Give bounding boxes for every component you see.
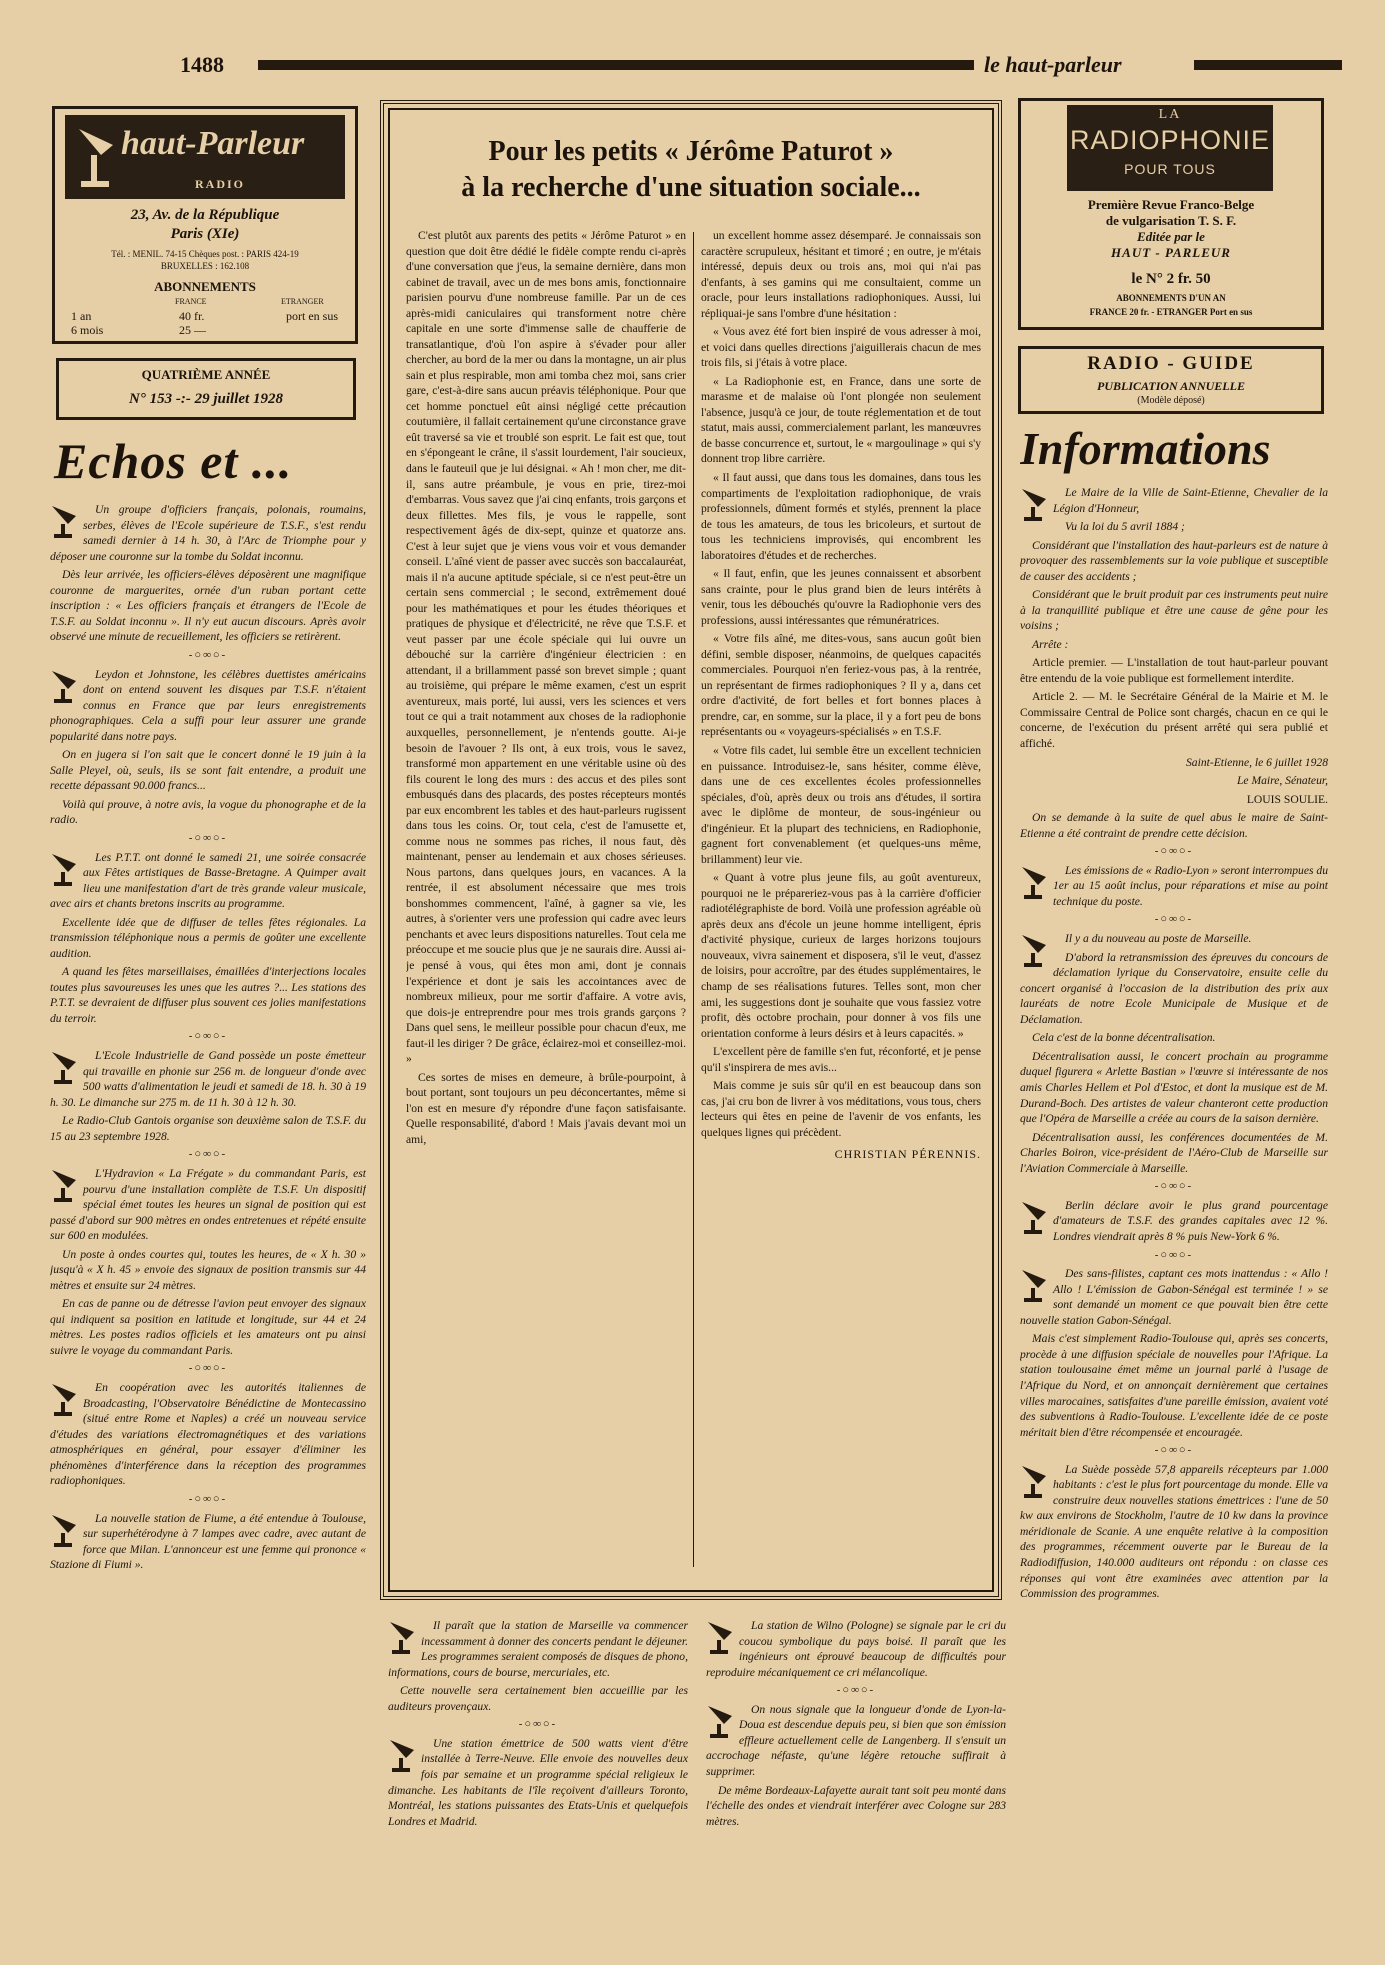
- address-line1: 23, Av. de la République: [130, 207, 280, 223]
- radiophonie-abon-values: FRANCE 20 fr. - ETRANGER Port en sus: [1089, 307, 1253, 317]
- row2-label: 6 mois: [71, 323, 104, 337]
- separator: -○∞○-: [518, 1718, 558, 1731]
- info-item: Décentralisation aussi, le concert prochain au programme duquel figurera « Arlette Bastian » l'œuvre si intéressante de nos amis Charles Hellem et Pol d'Estoc, et dont la musique est de M. Durand-Boch. Des artistes de valeur chanteront cette production que l'Opéra de Marseille a créée au cours de la saison dernière.: [1020, 1049, 1328, 1126]
- separator: -○∞○-: [188, 1362, 228, 1375]
- radiophonie-la: LA: [1158, 107, 1182, 122]
- logo-text: haut-Parleur: [121, 125, 305, 162]
- radio-guide-title: RADIO - GUIDE: [1087, 353, 1255, 374]
- separator: -○∞○-: [1154, 913, 1194, 926]
- radiophonie-box: [1018, 98, 1324, 330]
- speaker-icon: [706, 1704, 734, 1738]
- echos-column: [50, 432, 366, 1942]
- speaker-icon: [1020, 1464, 1048, 1498]
- article-frame: [380, 100, 1002, 1600]
- echo-item: Les P.T.T. ont donné le samedi 21, une soirée consacrée aux Fêtes artistiques de Basse-Bretagne. A Quimper avait lieu une manifestation d'art de très grande valeur musicale, avec airs et chants bretons inscrits au programme.: [50, 850, 366, 911]
- col-etranger: ETRANGER: [281, 297, 324, 306]
- brief-item: Une station émettrice de 500 watts vient d'être installée à Terre-Neuve. Elle envoie des nouvelles deux fois par semaine et un programme spécial religieux le dimanche. Les habitants de l'île reçoivent d'ailleurs Toronto, Montréal, les stations puissantes des Etats-Unis et quelquefois Londres et Madrid.: [388, 1736, 688, 1828]
- masthead: le haut-parleur: [974, 52, 1132, 78]
- article-paragraph: Mais comme je suis sûr qu'il en est beaucoup dans son cas, j'ai cru bon de livrer à vos méditations, vous tous, chers lecteurs qui êtes en peine de l'avenir de vos enfants, les quelques lignes qui précèdent.: [701, 1079, 981, 1139]
- radiophonie-line3: Editée par le: [1137, 229, 1205, 244]
- echo-item: En coopération avec les autorités italiennes de Broadcasting, l'Observatoire Bénédictine de Montecassino (situé entre Rome et Naples) a créé un nouveau service d'études des variations électromagnétiques et des variations atmosphériques en général, pour essayer d'éliminer les phénomènes d'interférence dans la réception des programmes radiophoniques.: [50, 1381, 366, 1488]
- echo-item: Un poste à ondes courtes qui, toutes les heures, de « X h. 30 » jusqu'à « X h. 45 » envoie des signaux de position transmis sur 44 mètres et ensuite sur 24 mètres.: [50, 1247, 366, 1292]
- brief-item: On nous signale que la longueur d'onde de Lyon-la-Doua est descendue depuis peu, si bien que son émission effleure actuellement celle de Langenberg. Il s'ensuit un accrochage néfaste, qu'une légère retouche suffirait à supprimer.: [706, 1702, 1006, 1778]
- separator: -○∞○-: [188, 831, 228, 844]
- info-item: D'abord la retransmission des épreuves du concours de déclamation lyrique du Conservatoire, ensuite celle du concert organisé à l'occasion de la distribution des prix aux lauréats de notre Ecole Municipale de Musique et de Déclamation.: [1020, 950, 1328, 1026]
- speaker-icon: [1020, 1200, 1048, 1234]
- radiophonie-subtitle: POUR TOUS: [1124, 161, 1216, 177]
- speaker-icon: [1020, 1268, 1048, 1302]
- issue-box: [56, 358, 356, 420]
- speaker-icon: [1020, 865, 1048, 899]
- bottom-col2: [706, 1618, 1006, 1948]
- article-paragraph: L'excellent père de famille s'en fut, réconforté, et je pense qu'il s'inspirera de mes avis...: [701, 1045, 981, 1074]
- decree-line: Saint-Etienne, le 6 juillet 1928: [1186, 755, 1328, 769]
- article-col2: [701, 228, 981, 1573]
- speaker-icon: [1020, 933, 1048, 967]
- speaker-icon: [388, 1738, 416, 1772]
- info-item: Cela c'est de la bonne décentralisation.: [1032, 1031, 1216, 1045]
- brief-item: Il paraît que la station de Marseille va commencer incessamment à donner des concerts pendant le déjeuner. Les programmes seraient composés de disques de phono, informations, cours de bourse, mercuriales, etc.: [388, 1619, 688, 1679]
- issue-year: QUATRIÈME ANNÉE: [141, 367, 271, 382]
- echo-item: Un groupe d'officiers français, polonais, roumains, serbes, élèves de l'Ecole supérieure de T.S.F., s'est rendu samedi dernier à 14 h. 30, à l'Arc de Triomphe pour y déposer une couronne sur la tombe du Soldat inconnu.: [50, 503, 366, 563]
- header-rule-left: [258, 60, 1008, 70]
- echo-item: Dès leur arrivée, les officiers-élèves déposèrent une magnifique couronne de marguerites, ornée d'un ruban portant cette inscription : « Les officiers français et étrangers de l'Ecole de T.S.F. au Soldat inconnu ». Il n'y eut aucun discours. Après avoir observé une minute de recueillement, les officiers se retirèrent.: [50, 568, 366, 644]
- echo-item: Leydon et Johnstone, les célèbres duettistes américains dont on entend souvent les disques par T.S.F. n'étaient connus en France que par leurs enregistrements phonographiques. Cela a suffi pour leur assurer une grande popularité dans notre pays.: [50, 667, 366, 743]
- separator: -○∞○-: [188, 1492, 228, 1505]
- article-paragraph: « Quant à votre plus jeune fils, au goût aventureux, pourquoi ne le prépareriez-vous pas à la carrière d'officier radiotélégraphiste de bord. Voilà une profession agréable où après deux ans d'école un jeune homme intelligent, épris d'activité physique, curieux de larges horizons toujours nouveaux, vivra sainement et disposera, s'il le veut, d'assez de loisirs, pour accroître, par des études supplémentaires, le champ de ses réalisations futures. Telles sont, mon cher ami, les suggestions dont je souhaite que vous fassiez votre profit, dès octobre prochain, pour donner à vos fils une orientation conforme à leurs désirs et à leurs capacités. »: [701, 871, 981, 1040]
- echo-item: A quand les fêtes marseillaises, émaillées d'interjections locales toutes plus savoureuses les unes que les autres ?... Les stations des P.T.T. se devraient de diffuser plus souvent ces jolies manifestations du terroir.: [50, 965, 366, 1025]
- echo-item: L'Ecole Industrielle de Gand possède un poste émetteur qui travaille en phonie sur 256 m. de longueur d'onde avec 500 watts d'alimentation le jeudi et samedi de 18. h. 30 à 19 h. 30. Le dimanche sur 275 m. de 11 h. 30 à 12 h. 30.: [50, 1049, 366, 1109]
- info-item: Des sans-filistes, captant ces mots inattendus : « Allo ! Allo ! L'émission de Gabon-Sénégal est terminée ! » se sont demandé un moment ce que pouvait bien être cette nouvelle station Gabon-Sénégal.: [1020, 1267, 1328, 1327]
- article-paragraph: « Votre fils aîné, me dites-vous, sans aucun goût bien défini, semble disposer, néanmoins, de quelques capacités commerciales. Pourquoi n'en feriez-vous pas, à la rentrée, un représentant de firmes radiophoniques ? Il y a, dans cet ordre d'activité, de fort belles et fort bonnes places à prendre, car, en somme, sur la place, il y a fort peu de bons représentants ou « voyageurs-spécialisés » en T.S.F.: [701, 632, 981, 739]
- decree-line: Le Maire, Sénateur,: [1236, 774, 1328, 788]
- echo-item: Excellente idée que de diffuser de telles fêtes régionales. La transmission téléphonique nous a permis de goûter une excellente audition.: [50, 915, 366, 960]
- speaker-icon: [706, 1620, 734, 1654]
- radiophonie-line2: de vulgarisation T. S. F.: [1105, 213, 1237, 228]
- gramophone-icon: [73, 125, 117, 189]
- info-item: Il y a du nouveau au poste de Marseille.: [1065, 932, 1252, 946]
- info-item: Berlin déclare avoir le plus grand pourcentage d'amateurs de T.S.F. des grandes capitales avec 12 %. Londres viendrait après 8 % puis New-York 6 %.: [1053, 1198, 1328, 1243]
- decree-line: On se demande à la suite de quel abus le maire de Saint-Etienne a été contraint de prendre cette décision.: [1020, 811, 1328, 840]
- speaker-icon: [1020, 487, 1048, 521]
- article-paragraph: « Il faut, enfin, que les jeunes connaissent et absorbent sans crainte, pour le plus grand bien de leurs intérêts à venir, tous les débouchés qu'ouvre la Radiophonie vers des professions, aussi intéressantes que rémunératrices.: [701, 567, 981, 627]
- separator: -○∞○-: [188, 1148, 228, 1161]
- abonnements-title: ABONNEMENTS: [154, 279, 256, 294]
- row2-france: 25 —: [179, 323, 206, 337]
- article-col1: [406, 228, 686, 1573]
- radiophonie-line1: Première Revue Franco-Belge: [1087, 197, 1255, 212]
- article-title-line2: à la recherche d'une situation sociale...: [461, 172, 921, 203]
- echo-item: En cas de panne ou de détresse l'avion peut envoyer des signaux qui indiquent sa position en latitude et longitude, sur 44 et 24 mètres. Les postes radios officiels et les amateurs ont pu ainsi suivre le voyage du commandant Paris.: [50, 1297, 366, 1357]
- decree-line: Article premier. — L'installation de tout haut-parleur pouvant être entendu de la voie publique est formellement interdite.: [1020, 656, 1328, 685]
- radiophonie-price: le N° 2 fr. 50: [1131, 271, 1211, 287]
- info-item: Les émissions de « Radio-Lyon » seront interrompues du 1er au 15 août inclus, pour réparations et mise au point technique du poste.: [1053, 863, 1328, 908]
- radio-guide-sub: PUBLICATION ANNUELLE: [1097, 379, 1245, 393]
- echo-item: L'Hydravion « La Frégate » du commandant Paris, est pourvu d'une installation complète de T.S.F. Un dispositif spécial émet toutes les heures un signal de position qui est passé d'abord sur 900 mètres en ondes entretenues et répété ensuite sur 600 en modulées.: [50, 1167, 366, 1243]
- speaker-icon: [50, 852, 78, 886]
- separator: -○∞○-: [188, 1030, 228, 1043]
- brussels-line: BRUXELLES : 162.108: [160, 261, 250, 271]
- article-paragraph: C'est plutôt aux parents des petits « Jérôme Paturot » en question que doit être dédié le fidèle compte rendu ci-après d'une conversation que j'eus, la semaine dernière, dans mon cabinet de travail, avec un de mes bons amis, fonctionnaire parisien pourvu d'une nombreuse famille. Par un de ces après-midi caniculaires qui transforment notre chère capitale en une sorte d'immense salle de chaufferie de transatlantique, d'où l'on aspire à s'évader pour aller chercher, au bord de la mer ou dans la montagne, un air plus sain et plus respirable, mon ami tomba chez moi, sans crier gare, c'est-à-dire sans aucun préavis téléphonique. Pour que cet homme ponctuel eût ainsi négligé cette précaution coutumière, il fallait certainement qu'une circonstance grave eût traversé sa vie et troublé son esprit. Le fait est que, tout en s'épongeant le crâne, il s'assit lourdement, l'air soucieux, dans le fauteuil que je lui désignai. « Ah ! mon cher, me dit-il, sans autre préambule, je vous en prie, tirez-moi d'embarras. Vous savez que j'ai cinq enfants, trois garçons et deux fillettes. Mes fils, je vous le rappelle, sont respectivement âgés de dix-sept, quinze et quatorze ans. C'est à leur sujet que je viens vous voir et vous demander conseil. L'aîné vient de passer avec succès son baccalauréat, mais il n'a aucune aptitude spéciale, si ce n'est peut-être un certain sens commercial ; le second, extrêmement doué pour les mathématiques et pour les études théoriques et pratiques de physique et d'électricité, ne rêve que T.S.F. et veut passer par une école spéciale qui lui ouvre un débouché sur la carrière d'ingénieur électricien : en attendant, il a brillamment passé son brevet simple ; quant au troisième, qui prépare le même examen, c'est un esprit aventureux, mais porté, lui aussi, vers les sciences et vers tout ce qui a trait notamment aux choses de la radiophonie auxquelles, personnellement, je n'entends goutte. Ai-je besoin de l'avouer ? Ils ont, à eux trois, vous le savez, transformé mon appartement en une véritable usine où des fils courent le long des murs : des accus et des piles sont embusqués dans des placards, des postes récepteurs montés par eux encombrent les tables et des haut-parleurs rugissent dans tous les coins. Or, tout cela, c'est de l'amusette et, comme nous ne sommes pas riches, il nous faut, dès maintenant, penser au lendemain et aux choses sérieuses. Nous partons, dans quelques jours, en vacances. A la rentrée, il est absolument nécessaire que mes trois bonshommes commencent, l'aîné, à gagner sa vie, les autres, à s'orienter vers une profession qui cadre avec leurs penchants et avec leurs dispositions naturelles. Tout cela me préoccupe et me soucie plus que je ne saurais dire. Aussi ai-je pensé à vous, qui êtes mon ami, dont je connais l'expérience et dont je sais les accointances avec de nombreux milieux, pour me sortir d'affaire. A votre avis, que dois-je entreprendre pour mes trois grands garçons ? Dans quel sens, le meilleur possible pour chacun d'eux, me faut-il les diriger ? De grâce, éclairez-moi et conseillez-moi. »: [406, 229, 686, 1066]
- separator: -○∞○-: [1154, 1180, 1194, 1193]
- page-number: 1488: [180, 52, 224, 77]
- separator: -○∞○-: [1154, 1444, 1194, 1457]
- article-paragraph: « Vous avez été fort bien inspiré de vous adresser à moi, et voici dans quelles directions j'aiguillerais chacun de mes trois fils, si j'étais à votre place.: [701, 325, 981, 370]
- separator: -○∞○-: [1154, 1248, 1194, 1261]
- column-divider: [693, 232, 694, 1567]
- address-line2: Paris (XIe): [170, 226, 240, 242]
- brief-item: De même Bordeaux-Lafayette aurait tant soit peu monté dans l'échelle des ondes et viendrait interférer avec Cologne sur 283 mètres.: [706, 1783, 1006, 1828]
- speaker-icon: [388, 1620, 416, 1654]
- decree-line: Considérant que l'installation des haut-parleurs est de nature à provoquer des rassemblements sur la voie publique et susceptible de causer des accidents ;: [1020, 538, 1328, 583]
- echo-item: On en jugera si l'on sait que le concert donné le 19 juin à la Salle Pleyel, où, seuls, ils se sont fait entendre, a produit une recette dépassant 90.000 francs...: [50, 748, 366, 793]
- article-paragraph: « La Radiophonie est, en France, dans une sorte de marasme et de malaise où l'ont plongée non seulement l'absence, jusqu'à ce jour, de toute réglementation et de tout statut, mais aussi, commercialement parlant, les manœuvres de basse concurrence et, surtout, le « margoulinage » qui s'y donnent trop libre carrière.: [701, 374, 981, 466]
- decree-line: Arrête :: [1032, 637, 1069, 651]
- speaker-icon: [50, 1382, 78, 1416]
- header-rule-right: [1194, 60, 1342, 70]
- separator: -○∞○-: [188, 648, 228, 661]
- col-france: FRANCE: [175, 297, 207, 306]
- article-paragraph: « Votre fils cadet, lui semble être un excellent technicien en puissance. Introduisez-le, sans hésiter, comme élève, dans une de ces excellentes écoles professionnelles spéciales, d'où, après deux ou trois ans d'études, il sortira avec le diplôme de monteur, de sous-ingénieur ou d'ingénieur. Et la plupart des techniciens, en Radiophonie, gagnent fort convenablement (et quelques-uns même, brillamment) leur vie.: [701, 744, 981, 866]
- page-header: [44, 52, 1342, 78]
- logo-sub: RADIO: [195, 177, 246, 191]
- decree-line: Article 2. — M. le Secrétaire Général de la Mairie et M. le Commissaire Central de Police sont chargés, chacun en ce qui le concerne, de l'exécution du présent arrêté qui sera publié et affiché.: [1020, 690, 1328, 750]
- radiophonie-title: RADIOPHONIE: [1069, 125, 1271, 155]
- tel-line: Tél. : MENIL. 74-15 Chèques post. : PARIS 424-19: [111, 249, 299, 259]
- etranger-value: port en sus: [286, 309, 338, 323]
- informations-title: Informations: [1020, 423, 1271, 474]
- echo-item: La nouvelle station de Fiume, a été entendue à Toulouse, sur superhétérodyne à 7 lampes avec cadre, avec autant de force que Milan. L'annonceur est une femme qui prononce « Stazione di Fiumi ».: [50, 1511, 366, 1572]
- echos-title: Echos et ...: [54, 433, 293, 489]
- brief-item: La station de Wilno (Pologne) se signale par le cri du coucou symbolique du pays boisé. Il paraît que les ingénieurs ont éprouvé beaucoup de difficultés pour reproduire mécaniquement ce cri mélancolique.: [706, 1619, 1006, 1679]
- radio-guide-note: (Modèle déposé): [1137, 395, 1205, 406]
- info-item: Mais c'est simplement Radio-Toulouse qui, après ses concerts, procède à une diffusion spéciale de nouvelles pour l'Afrique. La station toulousaine émet même un journal parlé à l'usage de l'Afrique du Nord, et on annonçait dernièrement que certaines villes marocaines, satisfaites d'une pareille émission, avaient voté des subventions à Radio-Toulouse. L'excellente idée de ce poste méritait bien d'être récompensée et encouragée.: [1020, 1332, 1328, 1439]
- row1-label: 1 an: [71, 309, 92, 323]
- article-title-line1: Pour les petits « Jérôme Paturot »: [488, 136, 894, 167]
- speaker-icon: [50, 504, 78, 538]
- row1-france: 40 fr.: [179, 309, 205, 323]
- bottom-col1: [388, 1618, 688, 1948]
- radiophonie-line4: HAUT - PARLEUR: [1111, 245, 1231, 260]
- article-inner: [388, 108, 994, 1592]
- echo-item: Le Radio-Club Gantois organise son deuxième salon de T.S.F. du 15 au 23 septembre 1928.: [50, 1114, 366, 1143]
- echo-item: Voilà qui prouve, à notre avis, la vogue du phonographe et de la radio.: [50, 797, 366, 827]
- issue-number: N° 153 -:- 29 juillet 1928: [129, 391, 283, 407]
- informations-column: [1020, 422, 1328, 1942]
- subscription-box: [52, 106, 358, 344]
- speaker-icon: [50, 1168, 78, 1202]
- article-paragraph: Ces sortes de mises en demeure, à brûle-pourpoint, à bout portant, sont toujours un peu déconcertantes, même si l'on est en mesure d'y répondre d'une façon satisfaisante. Quelle responsabilité, d'abord ! Mais j'avais devant moi un ami,: [406, 1070, 686, 1146]
- article-paragraph: « Il faut aussi, que dans tous les domaines, dans tous les compartiments de l'exploitation radiophonique, de vrais professionnels, dûment formés et stylés, prennent la place de tous les amateurs, de tous les bricoleurs, et surtout de tous les techniciens improvisés, qui encombrent les laboratoires d'études et de recherches.: [701, 470, 981, 562]
- article-signature: CHRISTIAN PÉRENNIS.: [834, 1147, 981, 1162]
- info-item: La Suède possède 57,8 appareils récepteurs par 1.000 habitants : c'est le plus fort pourcentage du monde. Elle va construire deux nouvelles stations émettrices : l'une de 50 kw aux environs de Stockholm, l'autre de 10 kw dans la province méridionale de Scanie. A une enquête relative à la composition des programmes, récemment ouverte par le Bureau de la Radiodiffusion, 140.000 auditeurs ont répondu : on classe ces réponses qui vont être examinées avec attention par la Commission des programmes.: [1020, 1462, 1328, 1601]
- brief-item: Cette nouvelle sera certainement bien accueillie par les auditeurs provençaux.: [388, 1684, 688, 1713]
- speaker-icon: [50, 669, 78, 703]
- radiophonie-abon: ABONNEMENTS D'UN AN: [1116, 293, 1226, 303]
- radio-guide-box: [1018, 346, 1324, 414]
- logo-banner: [65, 115, 345, 199]
- speaker-icon: [50, 1050, 78, 1084]
- speaker-icon: [50, 1513, 78, 1547]
- decree-line: Le Maire de la Ville de Saint-Etienne, Chevalier de la Légion d'Honneur,: [1053, 486, 1328, 515]
- decree-line: LOUIS SOULIE.: [1246, 792, 1328, 806]
- info-item: Décentralisation aussi, les conférences documentées de M. Charles Boiron, vice-président de l'Aéro-Club de Marseille sur l'Aviation Commerciale à Marseille.: [1020, 1130, 1328, 1175]
- separator: -○∞○-: [836, 1684, 876, 1697]
- radiophonie-banner: [1067, 105, 1273, 191]
- separator: -○∞○-: [1154, 845, 1194, 858]
- decree-line: Considérant que le bruit produit par ces instruments peut nuire à la tranquillité publique et être une cause de gêne pour les voisins ;: [1020, 588, 1328, 633]
- article-paragraph: un excellent homme assez désemparé. Je connaissais son caractère scrupuleux, hésitant et timoré ; en outre, je m'étais intéressé, depuis deux ou trois ans, moi qui n'ai pas d'enfants, à ses gamins qui me consultaient, comme un oracle, pour leurs installations radiophoniques. Aussi, lui répliquai-je sans l'ombre d'une hésitation :: [701, 229, 981, 320]
- decree-line: Vu la loi du 5 avril 1884 ;: [1065, 520, 1185, 534]
